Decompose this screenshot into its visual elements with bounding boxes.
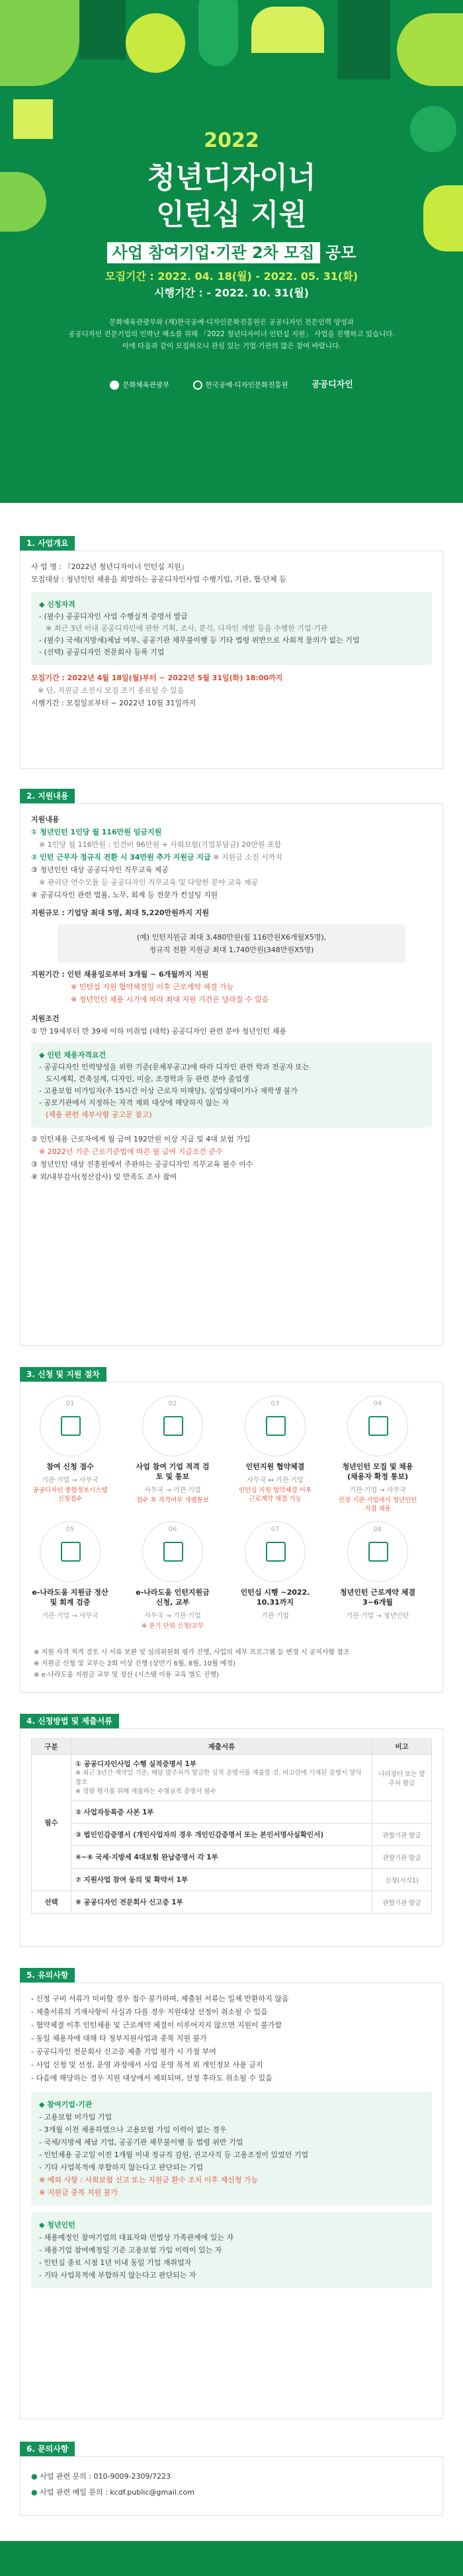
notice-list <box>31 1992 432 2085</box>
list-item: - 신청 구비 서류가 미비할 경우 접수 불가하며, 제출된 서류는 일체 반환하지 않음 <box>31 1994 289 2003</box>
section6-title: 6. 문의사항 <box>20 2442 75 2456</box>
step-note: ※ 분기 단위 신청/교부 <box>142 1622 204 1630</box>
hero-description <box>0 316 463 352</box>
company-exclusion-title: ◆ 참여기업·기관 <box>39 2100 93 2109</box>
table-row <box>32 1824 432 1846</box>
public-design-logo: 공공디자인 <box>311 380 353 390</box>
eligibility-item: - (필수) 공공디자인 사업 수행실적 증명서 발급 <box>39 612 188 621</box>
process-note: ※ 지원 자격 적격 검토 시 서류 보완 및 심의위원회 평가 진행, 사업의 세부 프로그램 등 변경 시 공지사항 참조 <box>34 1649 350 1656</box>
step-icon <box>266 1542 286 1562</box>
section1-body <box>20 551 443 769</box>
list-item: - 국세/지방세 체납 기업, 공공기관 채무불이행 등 법령 위반 기업 <box>39 2138 243 2147</box>
process-step <box>133 1396 212 1505</box>
document-cell <box>71 1801 372 1824</box>
support-item: ② 인턴 근무자 정규직 전환 시 34만원 추가 지원금 지급 <box>31 853 211 862</box>
hero-subtitle-highlight: 사업 참여기업·기관 2차 모집 <box>107 242 320 263</box>
step-circle <box>347 1396 408 1456</box>
support-item: ③ 청년인턴 대상 공공디자인 직무교육 제공 <box>31 866 169 874</box>
condition-item: ③ 청년인턴 대상 진흥원에서 주관하는 공공디자인 직무교육 필수 이수 <box>31 1160 253 1169</box>
company-exclusion-list <box>39 2111 424 2174</box>
step-number: 06 <box>168 1526 177 1533</box>
eligibility-item: - (선택) 공공디자인 전문회사 등록 기업 <box>39 648 165 656</box>
intern-exclusion-title: ◆ 청년인턴 <box>39 2221 75 2229</box>
table-header-note: 비고 <box>372 1739 432 1755</box>
document-name: ③ 법인인감증명서 (개인사업자의 경우 개인인감증명서 또는 본인서명사실확인서) <box>75 1831 324 1839</box>
support-period-note: ※ 인턴십 지원 협약체결일 이후 근로계약 체결 가능 <box>71 983 234 991</box>
intern-exclusion-box <box>31 2212 432 2288</box>
step-actor: 기관·기업 → 사무국 <box>349 1487 406 1494</box>
hero-year: 2022 <box>204 129 259 152</box>
document-note: ※ 최근 3년간 계약일 기준, 해당 발주처가 발급한 실적 증명서를 제출할 것. 비고란에 기재된 증명서 양식 참조 <box>75 1769 362 1786</box>
section2-body <box>20 803 443 1346</box>
support-scale: 지원규모 : 기업당 최대 5명, 최대 5,220만원까지 지원 <box>31 909 210 917</box>
project-target: 모집대상 : 청년인턴 채용을 희망하는 공공디자인사업 수행기업, 기관, 협·단체 등 <box>31 575 286 584</box>
list-item: - 다음에 해당하는 경우 지원 대상에서 제외되며, 선정 후라도 취소될 수 있음 <box>31 2074 273 2082</box>
process-note: ※ e-나라도움 지원금 교부 및 정산 (시스템 이용 교육 별도 진행) <box>34 1671 219 1679</box>
exclusion-exception-note: ※ 예외 사항 : 사회보험 신고 또는 지원금 환수 조치 이후 재신청 가능 <box>39 2176 259 2184</box>
document-remark <box>372 1801 432 1824</box>
step-title: 인턴지원 협약체결 <box>245 1462 305 1471</box>
step-actor: 기관·기업 <box>261 1613 289 1620</box>
step-title: e-나라도움 인턴지원금 신청, 교부 <box>136 1588 210 1607</box>
recruit-period: 모집기간 : 2022. 04. 18(월) - 2022. 05. 31(화) <box>105 270 358 283</box>
conditions-heading: 지원조건 <box>31 1014 60 1023</box>
list-item: - 기타 사업목적에 부합하지 않는다고 판단되는 기업 <box>39 2163 204 2172</box>
condition-note: ※ 2022년 기준 근로기준법에 따른 월 급여 지급조건 준수 <box>39 1147 223 1156</box>
step-title: 참여 신청 접수 <box>46 1462 94 1471</box>
documents-table-body <box>32 1755 432 1914</box>
intern-qualification-box <box>31 1043 432 1128</box>
document-cell <box>71 1891 372 1914</box>
hero-title-line1: 청년디자이너 <box>147 161 316 195</box>
qualification-item-cont: 도시계획, 건축설계, 디자인, 미술, 조경학과 등 관련 분야 졸업생 <box>46 1075 249 1083</box>
step-number: 04 <box>373 1400 382 1407</box>
process-step <box>133 1521 212 1630</box>
qualification-item: - 공공디자인 인력양성을 위한 기준(문체부공고)에 따라 디자인 관련 학과 전공자 또는 <box>39 1063 310 1071</box>
process-step <box>338 1521 417 1622</box>
step-actor: 사무국 ↔ 기관·기업 <box>247 1477 304 1484</box>
step-title: 청년인턴 근로계약 체결 3~6개월 <box>340 1588 415 1607</box>
list-item: - 고용보험 미가입 기업 <box>39 2113 112 2121</box>
step-number: 01 <box>65 1400 75 1407</box>
list-item: - 채용예정인 참여기업의 대표자와 민법상 가족관계에 있는 자 <box>39 2233 234 2242</box>
step-title: e-나라도움 지원금 정산 및 회계 검증 <box>32 1588 108 1607</box>
kcdf-logo-text: 한국공예·디자인문화진흥원 <box>205 381 288 389</box>
section2-title: 2. 지원내용 <box>20 789 75 803</box>
document-cell <box>71 1846 372 1869</box>
eligibility-note: ※ 최근 3년 이내 공공디자인에 관한 기획, 조사, 분석, 디자인 개발 등을 수행한 기업·기관 <box>46 624 328 633</box>
condition-item: ④ 외/내부감사(정산감사) 및 만족도 조사 참여 <box>31 1173 177 1181</box>
list-item: - 기타 사업목적에 부합하지 않는다고 판단되는 자 <box>39 2271 196 2280</box>
division-required: 필수 <box>32 1755 71 1891</box>
hero-banner <box>0 0 463 503</box>
application-period: 모집기간 : 2022년 4월 18일(월)부터 ~ 2022년 5월 31일(화) 18:00까지 <box>31 674 283 682</box>
qualification-item: - 공모기관에서 지정하는 자격 제외 대상에 해당하지 않는 자 <box>39 1098 229 1107</box>
document-note: ※ 정량 평가를 위해 제출하는 수행실적 증명서 필수 <box>75 1788 216 1795</box>
calc-example-line: (예) 인턴지원금 최대 3,480만원(월 116만원X6개월X5명), <box>136 933 327 942</box>
contact-phone-text: 사업 관련 문의 : 010-9009-2309/7223 <box>40 2472 171 2481</box>
list-item: - 협약체결 이후 인턴채용 및 근로계약 체결이 이루어지지 않으면 지원이 불가함 <box>31 2021 282 2029</box>
process-step <box>235 1521 315 1622</box>
document-remark: 관할기관 발급 <box>372 1824 432 1846</box>
contact-email[interactable] <box>31 2485 432 2501</box>
ministry-logo-icon <box>110 380 119 390</box>
section4-body <box>20 1728 443 1947</box>
process-step <box>30 1521 110 1622</box>
list-item: - 제출서류의 기재사항이 사실과 다를 경우 지원대상 선정이 취소될 수 있음 <box>31 2008 268 2016</box>
step-icon <box>163 1542 183 1562</box>
step-circle <box>347 1521 408 1582</box>
hero-subtitle <box>0 240 463 263</box>
step-title: 사업 참여 기업 적격 검토 및 통보 <box>136 1462 210 1481</box>
step-actor: 사무국 → 기관·기업 <box>144 1487 201 1494</box>
support-note: ※ 관리단 연수모듈 등 공공디자인 직무교육 및 다양한 분야 교육 제공 <box>39 878 259 887</box>
table-row <box>32 1755 432 1801</box>
condition-item: ① 만 19세부터 만 39세 이하 미취업 (대학) 공공디자인 관련 분야 청년인턴 채용 <box>31 1027 286 1036</box>
contact-phone <box>31 2469 432 2485</box>
eligibility-item: - (필수) 국세(지방세)체납 여부, 공공기관 채무불이행 등 기타 법령 위반으로 사회적 물의가 없는 기업 <box>39 636 360 644</box>
calc-example-box <box>58 924 405 963</box>
step-number: 03 <box>271 1400 280 1407</box>
step-circle <box>245 1396 306 1456</box>
document-cell <box>71 1824 372 1846</box>
process-step <box>235 1396 315 1503</box>
ministry-logo <box>110 380 169 390</box>
step-icon <box>368 1542 388 1562</box>
step-icon <box>163 1416 183 1436</box>
support-note: ※ 지원금 소진 시까지 <box>213 853 282 862</box>
section3-title: 3. 신청 및 지원 절차 <box>20 1367 106 1382</box>
table-header-documents: 제출서류 <box>71 1739 372 1755</box>
step-note: 인턴십 지원 협약체결 이후 근로계약 체결 가능 <box>238 1487 312 1503</box>
step-actor: 기관·기업 → 청년인턴 <box>346 1613 409 1620</box>
list-item: - 공공디자인 전문회사 신고증 제출 기업 평가 시 가점 부여 <box>31 2047 216 2056</box>
step-icon <box>368 1416 388 1436</box>
step-number: 07 <box>271 1526 280 1533</box>
hero-desc-line3: 이에 다음과 같이 모집하오니 관심 있는 기업·기관의 많은 참여 바랍니다. <box>122 342 341 350</box>
step-icon <box>61 1542 81 1562</box>
section6-body <box>20 2456 443 2516</box>
hero-logos <box>0 377 463 390</box>
division-optional: 선택 <box>32 1891 71 1914</box>
step-title: 인턴십 시행 ~2022. 10.31까지 <box>240 1588 310 1607</box>
step-icon <box>266 1416 286 1436</box>
eligibility-box <box>31 592 432 665</box>
step-number: 08 <box>373 1526 382 1533</box>
hero-desc-line1: 문화체육관광부와 (재)한국공예·디자인문화진흥원은 공공디자인 전문인력 양성과 <box>109 318 354 326</box>
step-number: 05 <box>65 1526 75 1533</box>
list-item: - 채용기업 참여예정일 기준 고용보험 가입 이력이 있는 자 <box>39 2246 222 2254</box>
contact-email-text: 사업 관련 메일 문의 : kcdf.public@gmail.com <box>40 2488 194 2497</box>
table-row <box>32 1891 432 1914</box>
process-note: ※ 지원금 신청 및 교부는 2회 이상 진행 (상반기 6월, 8월, 10월 예정) <box>34 1660 236 1667</box>
list-item: - 사업 신청 및 선정, 운영 과정에서 사업 운영 목적 외 개인정보 사용 금지 <box>31 2061 263 2069</box>
step-title: 청년인턴 모집 및 채용(채용자 확정 통보) <box>342 1462 413 1481</box>
phone-icon: ● <box>31 2472 38 2481</box>
section5-body <box>20 1982 443 2419</box>
project-run-period: 시행기간 : 모집일로부터 ~ 2022년 10월 31일까지 <box>31 699 196 707</box>
step-actor: 사무국 → 기관·기업 <box>144 1613 201 1620</box>
section4-title: 4. 신청방법 및 제출서류 <box>20 1714 119 1728</box>
kcdf-logo-icon <box>193 380 202 390</box>
support-item: ① 청년인턴 1인당 월 116만원 임금지원 <box>31 828 162 836</box>
support-heading: 지원내용 <box>31 815 60 824</box>
table-header-division: 구분 <box>32 1739 71 1755</box>
hero-desc-line2: 공공디자인 전문기업의 인력난 해소를 위해 「2022 청년디자이너 인턴십 지원」 사업을 진행하고 있습니다. <box>68 330 395 338</box>
document-name: ① 공공디자인사업 수행 실적증명서 1부 <box>75 1760 196 1768</box>
table-row <box>32 1846 432 1869</box>
mail-icon: ● <box>31 2488 38 2497</box>
list-item: - 인턴채용 공고일 이전 1개월 이내 정규직 감원, 권고사직 등 고용조정이 있었던 기업 <box>39 2151 309 2159</box>
list-item: - 동일 채용자에 대해 타 정부지원사업과 중복 지원 불가 <box>31 2034 207 2043</box>
calc-example-line: 정규직 전환 지원금 최대 1,740만원(348만원X5명) <box>149 946 314 954</box>
qualification-item: - 고용보험 미가입자(주 15시간 이상 근로자 미해당), 실업상태이거나 재학생 불가 <box>39 1087 298 1095</box>
process-notes <box>34 1647 350 1681</box>
support-note: ※ 1인당 월 116만원 : 인건비 96만원 + 사회보험(기업부담금) 20만원 포함 <box>39 840 282 849</box>
intern-exclusion-list <box>39 2231 424 2282</box>
support-item: ④ 공공디자인 관련 법률, 노무, 회계 등 전문가 컨설팅 지원 <box>31 891 218 899</box>
step-number: 02 <box>168 1400 177 1407</box>
step-circle <box>40 1521 101 1582</box>
step-circle <box>40 1396 101 1456</box>
step-note: 접수 후 적격여부 개별통보 <box>136 1497 209 1504</box>
document-name: ⑧ 공공디자인 전문회사 신고증 1부 <box>75 1898 183 1906</box>
qualification-title: ◆ 인턴 채용자격요건 <box>39 1051 106 1059</box>
hero-subtitle-suffix: 공모 <box>325 244 357 262</box>
section5-title: 5. 유의사항 <box>20 1968 75 1982</box>
condition-item: ② 인턴채용 근로자에게 월 급여 192만원 이상 지급 및 4대 보험 가입 <box>31 1135 251 1143</box>
document-name: ② 사업자등록증 사본 1부 <box>75 1808 154 1816</box>
document-remark: 나라장터 또는 발주처 발급 <box>372 1755 432 1801</box>
table-row <box>32 1869 432 1891</box>
ministry-logo-text: 문화체육관광부 <box>122 381 170 389</box>
document-remark: 신청(서식1) <box>372 1869 432 1891</box>
step-circle <box>142 1396 203 1456</box>
document-name: ④~⑥ 국세·지방세 4대보험 완납증명서 각 1부 <box>75 1853 218 1861</box>
section3-body <box>20 1382 443 1693</box>
run-period: 시행기간 : - 2022. 10. 31(월) <box>153 287 309 299</box>
eligibility-title: ◆ 신청자격 <box>39 600 75 609</box>
project-name: 사 업 명 : 『2022년 청년디자이너 인턴십 지원』 <box>31 562 189 571</box>
step-note: 공공디자인 종합정보시스템 신청접수 <box>32 1487 108 1503</box>
document-remark: 관할기관 발급 <box>372 1846 432 1869</box>
qualification-note: (채용 관련 세부사항 공고문 참고) <box>46 1110 152 1119</box>
documents-table <box>31 1738 432 1914</box>
step-circle <box>142 1521 203 1582</box>
support-period: 지원기간 : 인턴 채용일로부터 3개월 ~ 6개월까지 지원 <box>31 970 209 979</box>
section1-title: 1. 사업개요 <box>20 536 75 551</box>
table-row <box>32 1801 432 1824</box>
step-note: 선정 기관·기업에서 청년인턴 직접 채용 <box>338 1497 417 1513</box>
period-note: ※ 단, 지원금 소진시 모집 조기 종료될 수 있음 <box>38 686 185 695</box>
footer-bar <box>0 2541 463 2576</box>
step-circle <box>245 1521 306 1582</box>
list-item: - 3개월 이전 채용하였으나 고용보험 가입 이력이 없는 경우 <box>39 2125 227 2134</box>
support-period-note: ※ 청년인턴 채용 시기에 따라 최대 지원 기간은 달라질 수 있음 <box>71 995 269 1004</box>
kcdf-logo <box>193 380 288 390</box>
step-actor: 기관·기업 → 사무국 <box>42 1477 99 1484</box>
process-step <box>30 1396 110 1503</box>
step-icon <box>61 1416 81 1436</box>
process-step <box>338 1396 417 1513</box>
document-cell <box>71 1869 372 1891</box>
list-item: - 인턴십 종료 시점 1년 이내 동일 기업 재취업자 <box>39 2258 192 2267</box>
hero-title-line2: 인턴십 지원 <box>156 198 307 232</box>
exclusion-exception-note: ※ 지원금 중복 지원 불가 <box>39 2188 118 2197</box>
document-cell <box>71 1755 372 1801</box>
document-remark: 관할기관 발급 <box>372 1891 432 1914</box>
document-name: ⑦ 지원사업 참여 동의 및 확약서 1부 <box>75 1876 188 1884</box>
company-exclusion-box <box>31 2092 432 2205</box>
step-actor: 기관·기업 → 사무국 <box>42 1613 99 1620</box>
